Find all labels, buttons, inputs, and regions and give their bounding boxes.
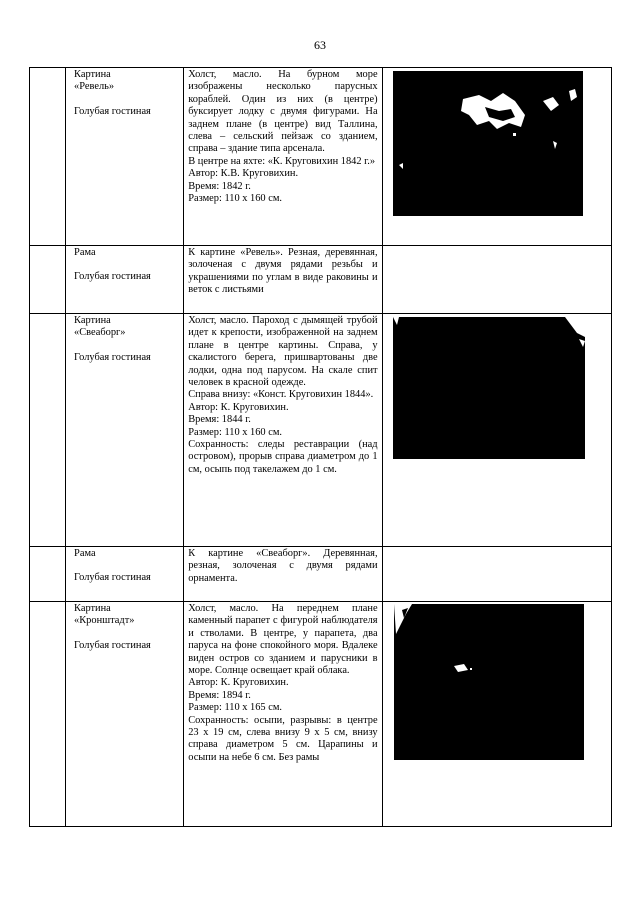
item-photo-cell <box>382 68 611 246</box>
row-number-cell <box>30 547 66 602</box>
item-description-cell <box>184 246 382 314</box>
description-paragraph: Время: 1844 г. <box>188 414 251 426</box>
item-room: Голубая гостиная <box>74 639 151 651</box>
item-name-cell <box>66 68 184 246</box>
item-title-type: Картина «Свеаборг» <box>74 315 126 339</box>
description-paragraph: Холст, масло. На переднем плане каменный парапет с фигурой наблюдателя и стволами. В центре, у парапета, два паруса на фоне спокойного моря. Вдалеке виден остров со зданием и парусники в море. Солнце освещает край облака. <box>188 603 378 677</box>
item-title <box>74 69 179 94</box>
item-name-cell <box>66 246 184 314</box>
description-paragraph: Автор: К. Круговихин. <box>188 401 289 413</box>
item-room: Голубая гостиная <box>74 351 151 363</box>
description-paragraph: В центре на яхте: «К. Круговихин 1842 г.» <box>188 155 376 167</box>
page-number: 63 <box>314 38 326 52</box>
item-room: Голубая гостиная <box>74 271 151 283</box>
table-row <box>30 602 612 827</box>
item-title <box>74 315 179 340</box>
item-title: Рама <box>74 548 96 559</box>
description-paragraph: Справа внизу: «Конст. Круговихин 1844». <box>188 389 374 401</box>
row-number-cell <box>30 68 66 246</box>
item-name-cell <box>66 602 184 827</box>
item-name-cell <box>66 314 184 547</box>
description-paragraph: Холст, масло. На бурном море изображены несколько парусных кораблей. Один из них (в центре) буксирует лодку с двумя фигурами. На заднем плане (в центре) вид Таллина, слева – сельский пейзаж со зданием, справа – здание типа арсенала. <box>188 69 378 155</box>
description-paragraph: Время: 1842 г. <box>188 180 251 192</box>
painting-photo <box>393 71 583 216</box>
row-number-cell <box>30 602 66 827</box>
item-name-cell <box>66 547 184 602</box>
item-title-type: Картина «Ревель» <box>74 69 115 93</box>
description-paragraph: Размер: 110 х 160 см. <box>188 193 283 205</box>
item-title <box>74 603 179 628</box>
description-paragraph: Размер: 110 х 165 см. <box>188 702 283 714</box>
description-paragraph: К картине «Свеаборг». Деревянная, резная, золоченая с двумя рядами орнамента. <box>188 548 378 584</box>
item-title-type: Картина «Кронштадт» <box>74 603 135 627</box>
item-room: Голубая гостиная <box>74 105 151 117</box>
description-paragraph: Время: 1894 г. <box>188 689 251 701</box>
catalog-table <box>29 67 612 827</box>
item-photo-cell <box>382 547 611 602</box>
description-paragraph: К картине «Ревель». Резная, деревянная, золоченая с двумя рядами резьбы и украшениями по углам в виде раковины и веток с листьями <box>188 247 378 296</box>
item-description-cell <box>184 68 382 246</box>
table-row <box>30 314 612 547</box>
item-photo-cell <box>382 602 611 827</box>
item-description-cell <box>184 547 382 602</box>
description-paragraph: Автор: К.В. Круговихин. <box>188 168 299 180</box>
item-description-cell <box>184 314 382 547</box>
item-photo-cell <box>382 246 611 314</box>
row-number-cell <box>30 314 66 547</box>
description-paragraph: Сохранность: следы реставрации (над островом), прорыв справа диаметром до 1 см, осыпь под такелажем до 1 см. <box>188 439 378 475</box>
item-room: Голубая гостиная <box>74 572 151 584</box>
item-title: Рама <box>74 247 96 258</box>
row-number-cell <box>30 246 66 314</box>
item-description-cell <box>184 602 382 827</box>
table-row <box>30 68 612 246</box>
description-paragraph: Размер: 110 х 160 см. <box>188 426 283 438</box>
description-paragraph: Автор: К. Круговихин. <box>188 677 289 689</box>
table-row <box>30 547 612 602</box>
description-paragraph: Сохранность: осыпи, разрывы: в центре 23 х 19 см, слева внизу 9 х 5 см, внизу справа диаметром 5 см. Царапины и осыпи на небе 6 см. Без рамы <box>188 714 378 763</box>
painting-photo <box>394 604 584 760</box>
table-row <box>30 246 612 314</box>
painting-photo <box>393 317 585 459</box>
description-paragraph: Холст, масло. Пароход с дымящей трубой идет к крепости, изображенной на заднем плане в центре картины. Справа, у скалистого берега, пришвартованы две лодки, одна под парусом. На скале спит человек в красной одежде. <box>188 315 378 389</box>
item-photo-cell <box>382 314 611 547</box>
